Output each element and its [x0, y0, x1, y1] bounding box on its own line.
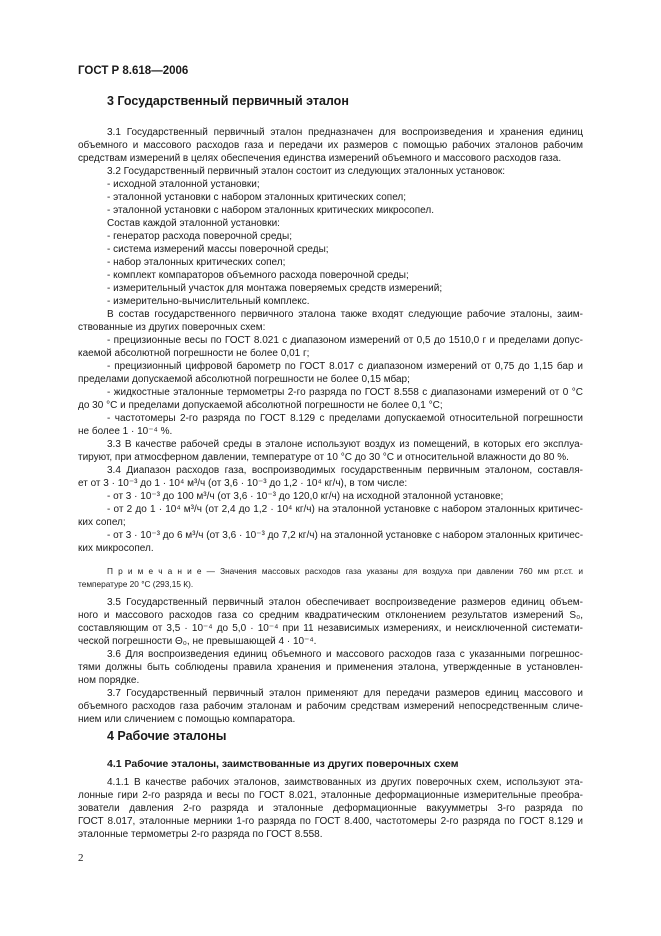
text-line: тируют, при атмосферном давлении, температуре от 10 °С до 30 °С и относительной влажности до 80 %.	[78, 452, 569, 463]
text-line: не более 1 · 10⁻⁴ %.	[78, 426, 173, 437]
text-line: - исходной эталонной установки;	[107, 179, 260, 190]
text-line: - эталонной установки с набором эталонных критических сопел;	[107, 192, 407, 203]
text-line: ствованные из других поверочных схем:	[78, 322, 266, 333]
text-line: ких микросопел.	[78, 543, 154, 554]
text-line: средствам измерений в целях обеспечения единства измерений объемного и массового расходов газа.	[78, 153, 562, 164]
text-line: - набор эталонных критических сопел;	[107, 257, 286, 268]
text-line: - от 3 · 10⁻³ до 100 м³/ч (от 3,6 · 10⁻³ до 120,0 кг/ч) на исходной эталонной установке;	[107, 491, 504, 502]
text-line: 3.3 В качестве рабочей среды в эталоне используют воздух из помещений, в которых его эксплуа-	[107, 439, 583, 450]
text-line: - от 3 · 10⁻³ до 6 м³/ч (от 3,6 · 10⁻³ до 7,2 кг/ч) на эталонной установке с набором эталонных критичес-	[107, 530, 584, 541]
text-line: ном порядке.	[78, 675, 140, 686]
text-line: температуре 20 °С (293,15 К).	[78, 579, 194, 589]
page-number: 2	[78, 852, 84, 864]
text-line: - от 2 до 1 · 10⁴ м³/ч (от 2,4 до 1,2 · 10⁴ кг/ч) на эталонной установке с набором эталонных критичес-	[107, 504, 583, 515]
text-line: - измерительный участок для монтажа поверяемых средств измерений;	[107, 283, 443, 294]
text-line: ГОСТ 8.017, эталонные мерники 1-го разряда по ГОСТ 8.400, частотомеры 2-го разряда по ГОСТ 8.129 и	[78, 816, 583, 827]
text-line: лонные гири 2-го разряда и весы по ГОСТ 8.021, эталонные деформационные измерительные преобра-	[78, 790, 583, 801]
text-line: ет от 3 · 10⁻³ до 1 · 10⁴ м³/ч (от 3,6 · 10⁻³ до 1,2 · 10⁴ кг/ч), в том числе:	[78, 478, 408, 489]
text-line: эталонные термометры 2-го разряда по ГОСТ 8.558.	[78, 829, 323, 840]
text-line: объемного и массового расходов газа и передачи их размеров с помощью рабочих эталонов рабочим	[78, 140, 583, 151]
text-line: - прецизионный цифровой барометр по ГОСТ 8.017 с диапазоном измерений от 0,75 до 1,15 бар и	[107, 361, 583, 372]
text-line: до 30 °С и пределами допускаемой абсолютной погрешности не более 0,1 °С;	[78, 400, 443, 411]
text-line: 4.1.1 В качестве рабочих эталонов, заимствованных из других поверочных схем, используют эта-	[107, 777, 583, 788]
text-line: нием или сличением с помощью компаратора.	[78, 714, 296, 725]
text-line: - частотомеры 2-го разряда по ГОСТ 8.129 с пределами допускаемой относительной погрешности	[107, 413, 583, 424]
text-line: П р и м е ч а н и е — Значения массовых расходов газа указаны для воздуха при давлении 760 мм рт.ст. и	[107, 566, 583, 576]
text-line: - система измерений массы поверочной среды;	[107, 244, 329, 255]
text-line: 3.2 Государственный первичный эталон состоит из следующих эталонных установок:	[107, 166, 506, 177]
text-line: тями должны быть соблюдены правила хранения и применения эталона, утвержденные в установлен-	[78, 662, 583, 673]
text-line: - прецизионные весы по ГОСТ 8.021 с диапазоном измерений от 0,5 до 1510,0 г и пределами допус-	[107, 335, 583, 346]
text-line: - генератор расхода поверочной среды;	[107, 231, 292, 242]
section-4-heading: 4 Рабочие эталоны	[107, 729, 227, 743]
text-line: 3.6 Для воспроизведения единиц объемного и массового расходов газа с указанными погрешнос-	[107, 649, 583, 660]
text-line: ких сопел;	[78, 517, 126, 528]
text-line: 3.1 Государственный первичный эталон предназначен для воспроизведения и хранения единиц	[107, 127, 583, 138]
text-line: каемой абсолютной погрешности не более 0,01 г;	[78, 348, 310, 359]
text-line: 3.4 Диапазон расходов газа, воспроизводимых государственным первичным эталоном, составля-	[107, 465, 583, 476]
document-header: ГОСТ Р 8.618—2006	[78, 65, 189, 77]
text-line: В состав государственного первичного эталона также входят следующие рабочие эталоны, заим-	[107, 309, 583, 320]
text-line: объемного расходов газа рабочим эталонам и рабочим средствам измерений непосредственным сличе-	[78, 701, 583, 712]
text-line: - измерительно-вычислительный комплекс.	[107, 296, 310, 307]
text-line: ного и массового расходов газа со средним квадратическим отклонением результатов измерений S₀,	[78, 610, 583, 621]
text-line: 3.7 Государственный первичный эталон применяют для передачи размеров единиц массового и	[107, 688, 583, 699]
text-line: - эталонной установки с набором эталонных критических микросопел.	[107, 205, 435, 216]
text-line: - жидкостные эталонные термометры 2-го разряда по ГОСТ 8.558 с диапазонами измерений от 0 °С	[107, 387, 583, 398]
text-line: зователи давления 2-го разряда и эталонные деформационные вакуумметры 3-го разряда по	[78, 803, 583, 814]
text-line: - комплект компараторов объемного расхода поверочной среды;	[107, 270, 409, 281]
section-4-1-heading: 4.1 Рабочие эталоны, заимствованные из других поверочных схем	[107, 758, 459, 770]
text-line: ческой погрешности Θ₀, не превышающей 4 · 10⁻⁴.	[78, 636, 317, 647]
text-line: 3.5 Государственный первичный эталон обеспечивает воспроизведение размеров единиц объем-	[107, 597, 583, 608]
text-line: пределами допускаемой абсолютной погрешности не более 0,15 мбар;	[78, 374, 410, 385]
text-line: Состав каждой эталонной установки:	[107, 218, 280, 229]
text-line: составляющим от 3,5 · 10⁻⁴ до 5,0 · 10⁻⁴ при 11 независимых измерениях, и неисключенной системати-	[78, 623, 583, 634]
section-3-heading: 3 Государственный первичный эталон	[107, 94, 349, 108]
